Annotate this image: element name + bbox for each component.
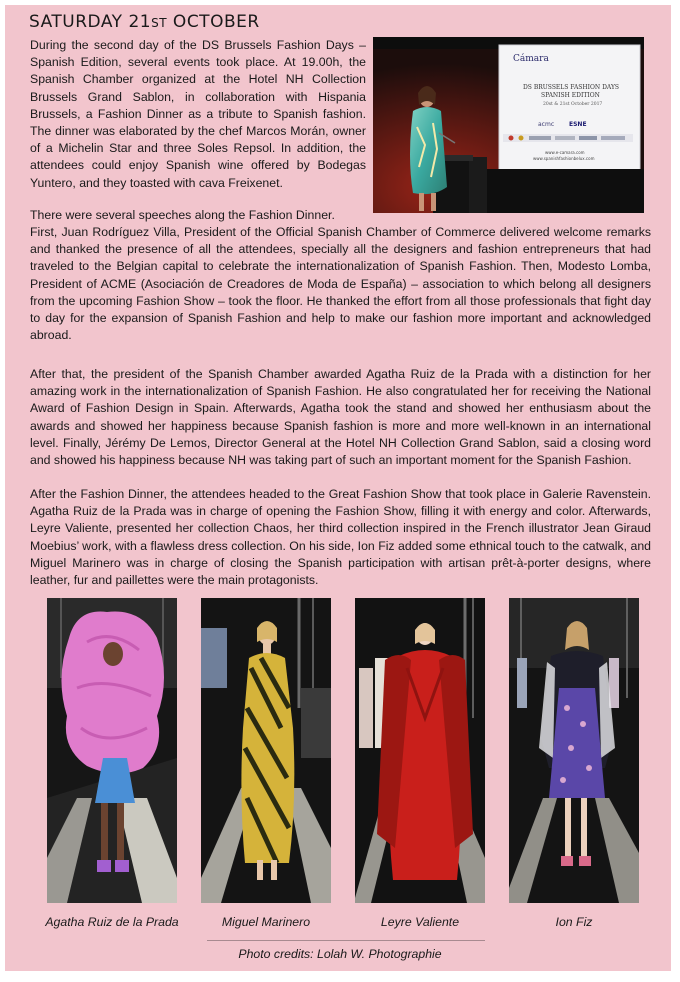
runway-photo-agatha <box>47 598 177 903</box>
paragraph-award: After that, the president of the Spanish Chamber awarded Agatha Ruiz de la Prada with a distinction for her amazing work in the internationalization of Spanish Fashion. He also congratulated her for receiving the National Award of Fashion Design in Spain. Afterwards, Agatha took the stand and showed her enthusiasm about the awards and showed her happiness because Spanish fashion is more and more well-known in an international level. Finally, Jérémy De Lemos, Director General at the Hotel NH Collection Grand Sablon, said a closing word and showed his happiness because NH was taking part of such an important moment for the Spanish Fashion. <box>30 367 651 468</box>
paragraph-dinner: During the second day of the DS Brussels Fashion Days – Spanish Edition, several events took place. At 19.00h, the Spanish Chamber organized at the Hotel NH Collection Brussels Grand Sablon, in collaboration with Hispania Brussels, a Fashion Dinner as a tribute to Spanish fashion. The dinner was elaborated by the chef Marcos Morán, owner of a Michelin Star and three Soles Repsol. In addition, the attendees could enjoy Spanish wine offered by Bodegas Yuntero, and they toasted with cava Freixenet. <box>30 38 366 190</box>
paragraph-speeches-intro: There were several speeches along the Fashion Dinner. <box>30 208 335 222</box>
slide-title: DS BRUSSELS FASHION DAYS <box>523 84 620 91</box>
slide-dates: 20st & 21st October 2017 <box>543 102 603 107</box>
speech-photo <box>373 37 644 213</box>
slide-url-fashion: www.spanishfashionbelux.com <box>533 156 595 161</box>
section-heading: SATURDAY 21ST OCTOBER <box>29 12 260 32</box>
slide-sponsor-esne: ESNE <box>569 121 587 128</box>
paragraph-speeches: First, Juan Rodríguez Villa, President of the Official Spanish Chamber of Commerce delivered welcome remarks and thanked the presence of all the attendees, specially all the designers and fashion entrepreneurs that had traveled to the Belgian capital to celebrate the internationalization of Spanish Fashion. Then, Modesto Lomba, President of ACME (Asociación de Creadores de Moda de España) – association to which belong all designers from the upcoming Fashion Show – took the floor. He thanked the effort from all those professionals that fight day to day for the expansion of Spanish Fashion and help to make our fashion more important and acknowledged abroad. <box>30 225 651 343</box>
caption-miguel: Miguel Marinero <box>221 915 311 929</box>
slide-sponsor-acmc: acmc <box>538 121 555 128</box>
article-page <box>5 5 671 971</box>
runway-photo-ion <box>509 598 639 903</box>
runway-photo-leyre <box>355 598 485 903</box>
slide-url-camara: www.e-camara.com <box>545 150 585 155</box>
credits-divider <box>207 940 485 941</box>
runway-photo-miguel <box>201 598 331 903</box>
paragraph-fashion-show: After the Fashion Dinner, the attendees headed to the Great Fashion Show that took place in Galerie Ravenstein. Agatha Ruiz de la Prada was in charge of opening the Fashion Show, filling it with energy and color. Afterwards, Leyre Valiente, presented her collection Chaos, her third collection inspired in the French illustrator Jean Giraud Moebius’ work, with a flawless dress collection. On his side, Ion Fiz added some ethnical touch to the catwalk, and Miguel Marinero was in charge of closing the Spanish participation with artisan prêt-à-porter designs, where leather, fur and paillettes were the main protagonists. <box>30 487 651 588</box>
caption-ion: Ion Fiz <box>555 915 593 929</box>
slide-subtitle: SPANISH EDITION <box>541 92 600 99</box>
photo-credits: Photo credits: Lolah W. Photographie <box>238 947 442 961</box>
caption-agatha: Agatha Ruiz de la Prada <box>45 915 179 929</box>
slide-logo: Cámara <box>513 54 549 64</box>
caption-leyre: Leyre Valiente <box>380 915 460 929</box>
